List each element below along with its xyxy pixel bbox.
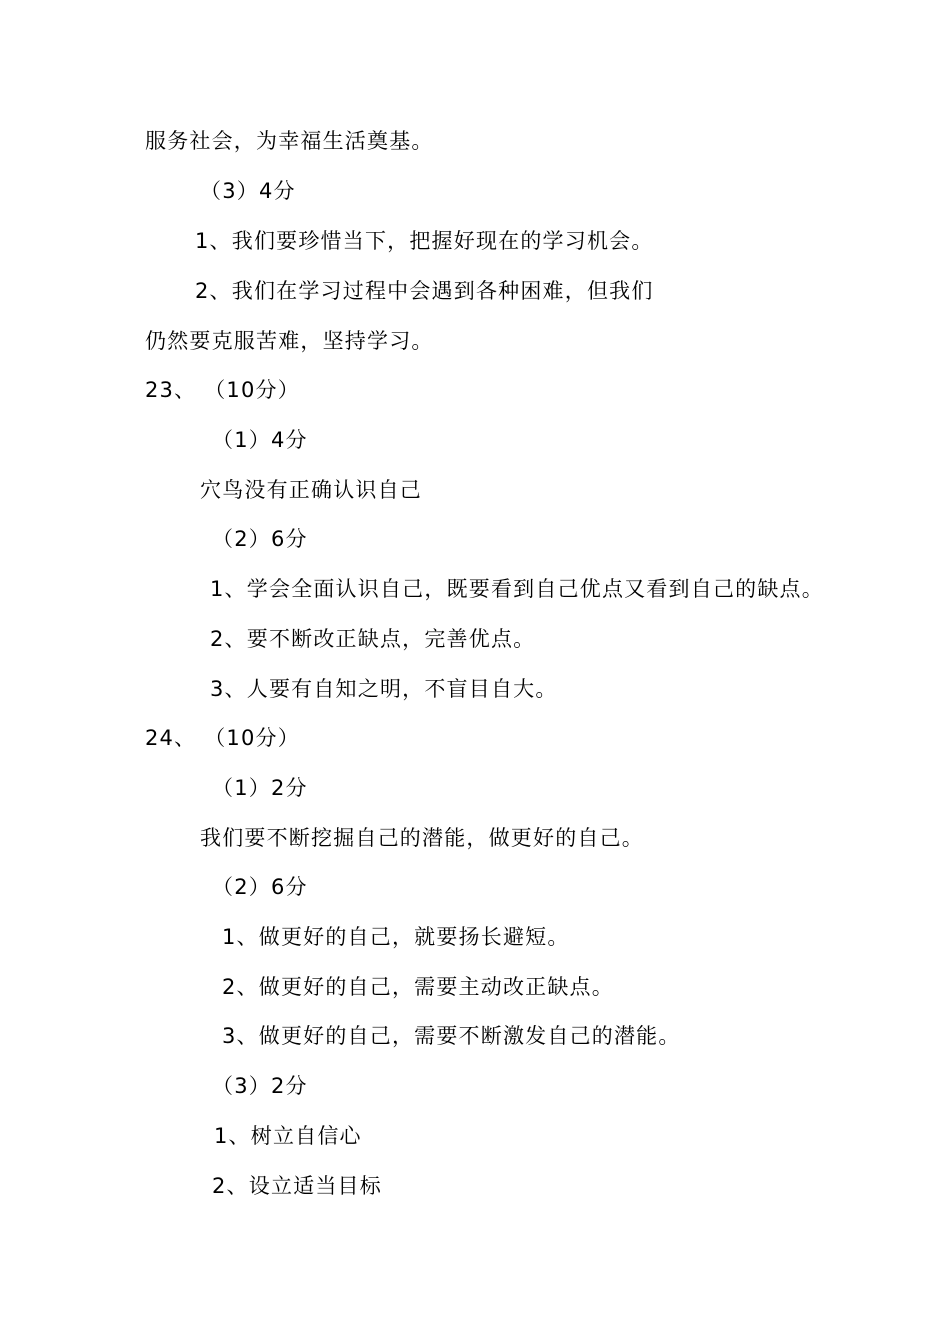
answer-item: 2、我们在学习过程中会遇到各种困难，但我们 <box>195 279 654 303</box>
answer-item: 3、做更好的自己，需要不断激发自己的潜能。 <box>222 1024 681 1048</box>
answer-item: 1、学会全面认识自己，既要看到自己优点又看到自己的缺点。 <box>210 577 824 601</box>
answer-item: 1、我们要珍惜当下，把握好现在的学习机会。 <box>195 229 654 253</box>
answer-item: 1、做更好的自己，就要扬长避短。 <box>222 925 570 949</box>
text-line: 仍然要克服苦难，坚持学习。 <box>145 329 434 353</box>
score-heading: （1）4分 <box>212 428 308 452</box>
answer-item: 3、人要有自知之明，不盲目自大。 <box>210 677 558 701</box>
score-heading: （3）4分 <box>200 179 296 203</box>
question-heading: 24、 （10分） <box>145 726 300 750</box>
answer-item: 2、设立适当目标 <box>212 1174 382 1198</box>
answer-item: 2、要不断改正缺点，完善优点。 <box>210 627 536 651</box>
answer-text: 穴鸟没有正确认识自己 <box>200 478 422 502</box>
score-heading: （2）6分 <box>212 527 308 551</box>
score-heading: （1）2分 <box>212 776 308 800</box>
answer-item: 2、做更好的自己，需要主动改正缺点。 <box>222 975 614 999</box>
question-heading: 23、 （10分） <box>145 378 300 402</box>
answer-item: 1、树立自信心 <box>214 1124 362 1148</box>
answer-text: 我们要不断挖掘自己的潜能，做更好的自己。 <box>200 826 644 850</box>
score-heading: （3）2分 <box>212 1074 308 1098</box>
text-line: 服务社会，为幸福生活奠基。 <box>145 129 434 153</box>
score-heading: （2）6分 <box>212 875 308 899</box>
